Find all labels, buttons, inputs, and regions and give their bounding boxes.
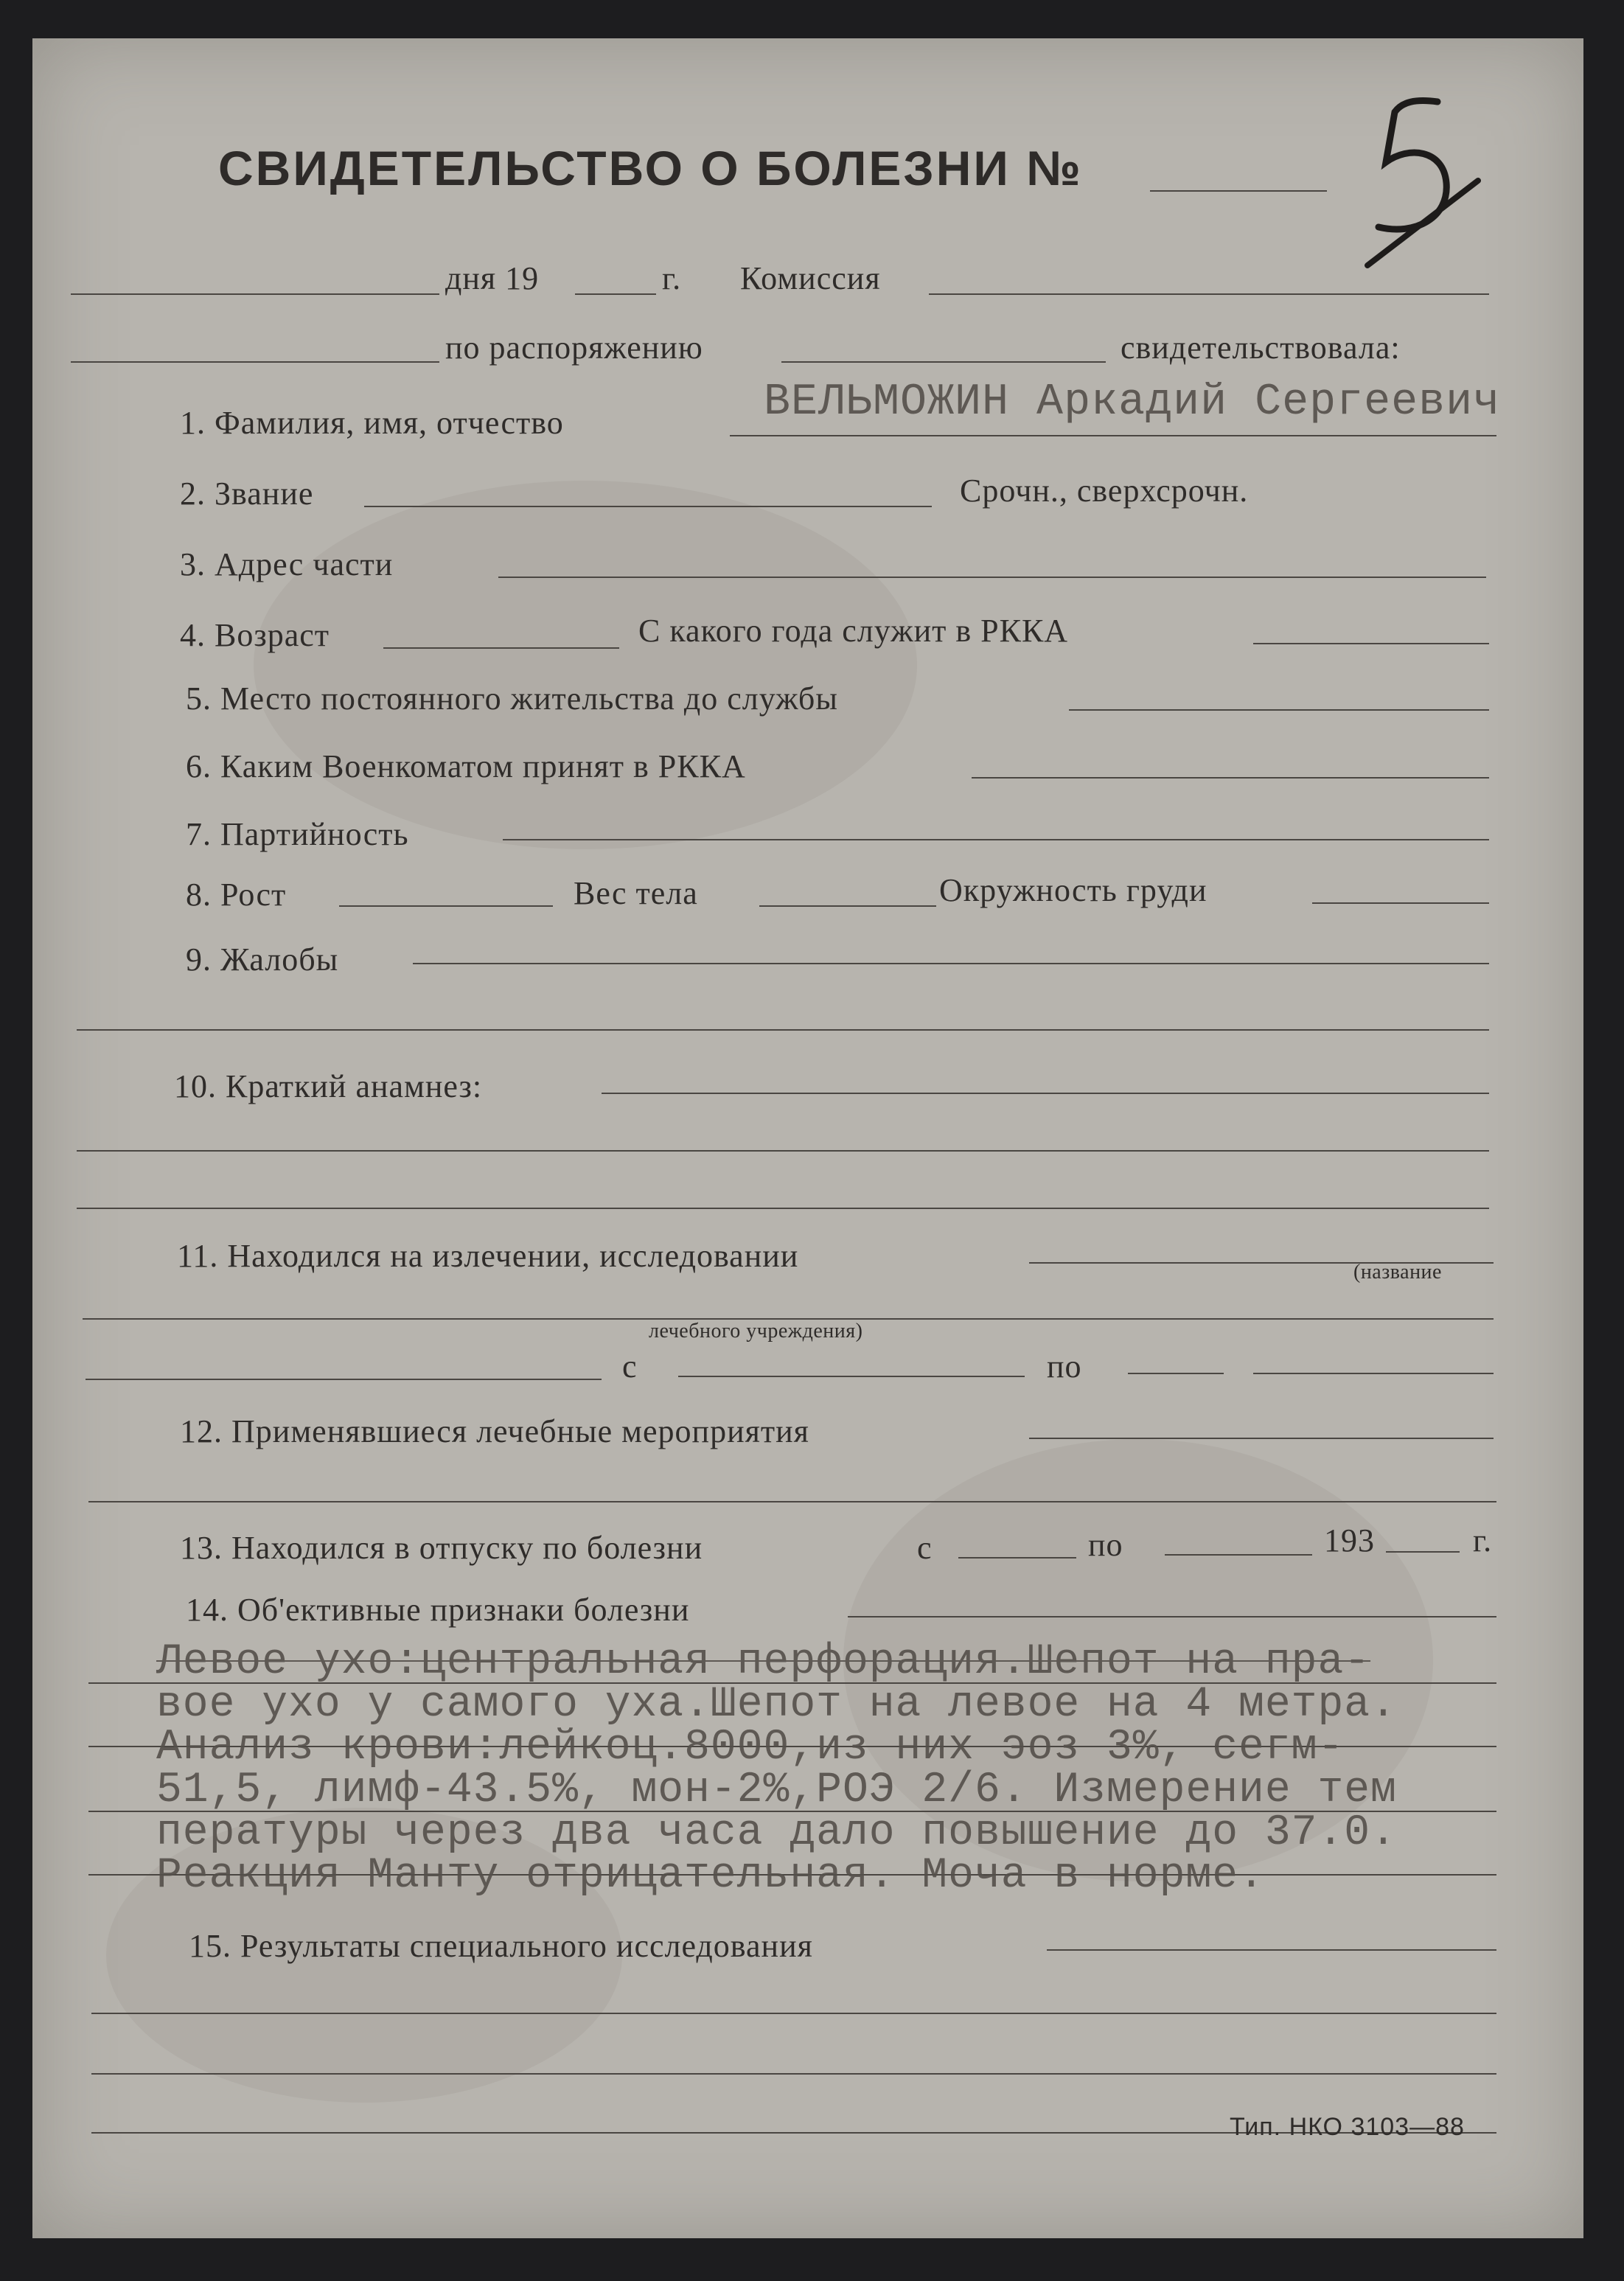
field-14-line bbox=[848, 1616, 1496, 1617]
field-10-line bbox=[602, 1093, 1489, 1094]
findings-line: Левое ухо:центральная перфорация.Шепот на пра- bbox=[156, 1638, 1371, 1686]
field-8-weight-line bbox=[759, 905, 936, 907]
field-11-to-line bbox=[1128, 1373, 1224, 1374]
order-left-line bbox=[71, 361, 439, 363]
field-9-label: 9. Жалобы bbox=[186, 941, 339, 978]
field-13-to: по bbox=[1088, 1527, 1123, 1563]
field-15-label: 15. Результаты специального исследования bbox=[189, 1928, 813, 1964]
field-12-line bbox=[1029, 1438, 1494, 1439]
paper-stain bbox=[254, 481, 917, 849]
field-11-note-a: (название bbox=[1353, 1261, 1442, 1284]
field-12-line2 bbox=[88, 1501, 1496, 1502]
date-day-line bbox=[71, 293, 439, 295]
field-13-from-line bbox=[958, 1557, 1076, 1559]
field-5-label: 5. Место постоянного жительства до службы bbox=[186, 680, 838, 717]
field-2-label: 2. Звание bbox=[180, 476, 314, 512]
field-4-suffix: С какого года служит в РККА bbox=[638, 613, 1069, 649]
order-line bbox=[781, 361, 1106, 363]
field-11-note-b: лечебного учреждения) bbox=[649, 1320, 863, 1343]
field-2-suffix: Срочн., сверхсрочн. bbox=[960, 473, 1249, 509]
field-11-tail-line bbox=[1253, 1373, 1494, 1374]
field-6-label: 6. Каким Военкоматом принят в РККА bbox=[186, 748, 746, 784]
handwritten-number-mark bbox=[1356, 81, 1489, 280]
field-15-line bbox=[1047, 1949, 1496, 1951]
field-11-line3 bbox=[86, 1379, 602, 1380]
field-8-weight: Вес тела bbox=[574, 875, 698, 911]
findings-line: Анализ крови:лейкоц.8000,из них эоз 3%, сегм- bbox=[156, 1724, 1345, 1772]
year-suffix: г. bbox=[662, 260, 682, 296]
findings-line: пературы через два часа дало повышение до 37.0. bbox=[156, 1809, 1397, 1857]
field-2-line bbox=[364, 506, 932, 507]
field-15-line3 bbox=[91, 2073, 1496, 2075]
field-10-line2 bbox=[77, 1150, 1489, 1152]
field-8-chest: Окружность груди bbox=[939, 872, 1207, 908]
findings-line: Реакция Манту отрицательная. Моча в норме. bbox=[156, 1852, 1265, 1900]
field-10-line3 bbox=[77, 1208, 1489, 1209]
year-line bbox=[575, 293, 656, 295]
patient-name: ВЕЛЬМОЖИН Аркадий Сергеевич bbox=[764, 377, 1501, 428]
field-15-line2 bbox=[91, 2013, 1496, 2014]
field-5-line bbox=[1069, 709, 1489, 711]
field-12-label: 12. Применявшиеся лечебные мероприятия bbox=[180, 1413, 809, 1449]
field-7-line bbox=[503, 839, 1489, 840]
field-3-line bbox=[498, 577, 1486, 578]
field-11-to: по bbox=[1047, 1348, 1082, 1385]
field-11-label: 11. Находился на излечении, исследовании bbox=[177, 1238, 799, 1274]
commission-line bbox=[929, 293, 1489, 295]
number-line bbox=[1150, 190, 1327, 192]
field-4-line bbox=[383, 647, 619, 649]
field-8-height-line bbox=[339, 905, 553, 907]
field-13-from: с bbox=[917, 1530, 933, 1566]
field-4-label: 4. Возраст bbox=[180, 617, 330, 653]
day-label: дня 19 bbox=[445, 260, 540, 296]
field-13-to-line bbox=[1165, 1554, 1312, 1556]
order-label: по распоряжению bbox=[445, 330, 703, 366]
findings-line: 51,5, лимф-43.5%, мон-2%,РОЭ 2/6. Измерение тем bbox=[156, 1766, 1397, 1814]
field-1-line bbox=[730, 435, 1496, 436]
field-1-label: 1. Фамилия, имя, отчество bbox=[180, 405, 564, 441]
field-10-label: 10. Краткий анамнез: bbox=[174, 1068, 483, 1104]
field-6-line bbox=[972, 777, 1489, 779]
document-title: СВИДЕТЕЛЬСТВО О БОЛЕЗНИ № bbox=[218, 141, 1083, 195]
certified-label: свидетельствовала: bbox=[1121, 330, 1401, 366]
field-4b-line bbox=[1253, 643, 1489, 644]
field-13-year: 193 bbox=[1324, 1522, 1375, 1559]
field-9-line2 bbox=[77, 1029, 1489, 1031]
field-8-label: 8. Рост bbox=[186, 877, 287, 913]
field-11-from: с bbox=[622, 1348, 638, 1385]
field-13-suffix: г. bbox=[1473, 1522, 1493, 1559]
field-13-year-line bbox=[1386, 1551, 1460, 1553]
field-9-line bbox=[413, 963, 1489, 964]
print-code: Тип. НКО 3103—88 bbox=[1230, 2113, 1465, 2141]
field-14-label: 14. Об'ективные признаки болезни bbox=[186, 1592, 690, 1628]
field-8-chest-line bbox=[1312, 902, 1489, 904]
certificate-sheet bbox=[32, 38, 1583, 2238]
commission-label: Комиссия bbox=[740, 260, 881, 296]
field-3-label: 3. Адрес части bbox=[180, 546, 394, 582]
field-13-label: 13. Находился в отпуску по болезни bbox=[180, 1530, 703, 1566]
field-7-label: 7. Партийность bbox=[186, 816, 409, 852]
findings-line: вое ухо у самого уха.Шепот на левое на 4 метра. bbox=[156, 1681, 1397, 1729]
field-11-from-line bbox=[678, 1376, 1025, 1377]
